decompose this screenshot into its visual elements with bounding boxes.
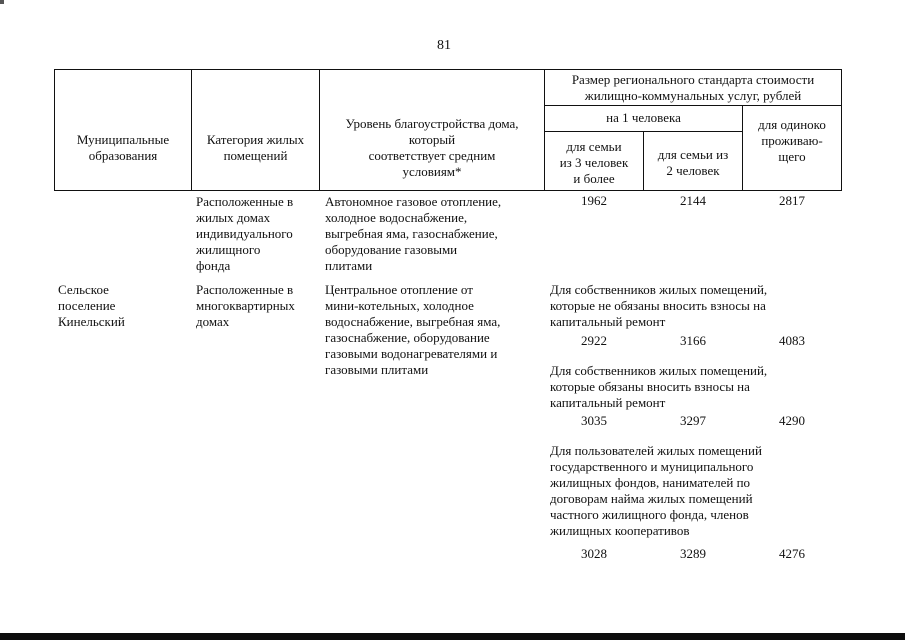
- row1-value-family-2: 2144: [680, 193, 706, 208]
- standard-header-divider: [544, 105, 842, 106]
- body-text-line: жилищного: [196, 242, 261, 257]
- header-per-person: на 1 человека: [606, 110, 681, 125]
- header-text-line: Категория жилых: [206, 132, 305, 147]
- body-text-line: газовыми водонагревателями и: [325, 346, 498, 361]
- header-text-line: соответствует средним: [368, 148, 496, 163]
- body-text-line: поселение: [58, 298, 116, 313]
- body-text-line: фонда: [196, 258, 231, 273]
- row2-level: [325, 282, 500, 378]
- body-text-line: капитальный ремонт: [550, 395, 666, 410]
- header-text-line: Муниципальные: [76, 132, 170, 147]
- group1-value-family-3: 2922: [581, 333, 607, 348]
- body-text-line: индивидуального: [196, 226, 293, 241]
- header-text-line: условиям*: [402, 164, 462, 179]
- body-text-line: Для собственников жилых помещений,: [550, 363, 768, 378]
- header-single: [743, 117, 841, 165]
- body-text-line: Для собственников жилых помещений,: [550, 282, 768, 297]
- header-text-line: для семьи: [566, 139, 622, 154]
- header-text-line: Размер регионального стандарта стоимости: [571, 72, 815, 87]
- body-text-line: государственного и муниципального: [550, 459, 754, 474]
- group2-value-single: 4290: [779, 413, 805, 428]
- scan-corner-mark: [0, 0, 4, 4]
- body-text-line: жилищных фондов, нанимателей по: [550, 475, 751, 490]
- body-text-line: жилых домах: [196, 210, 271, 225]
- header-text-line: и более: [573, 171, 615, 186]
- header-family-2: [644, 147, 742, 179]
- page-number: 81: [437, 38, 451, 53]
- table-top-border: [54, 69, 842, 70]
- header-text-line: для семьи из: [657, 147, 729, 162]
- body-text-line: газоснабжение, оборудование: [325, 330, 490, 345]
- header-text-line: помещений: [223, 148, 288, 163]
- group1-value-family-2: 3166: [680, 333, 706, 348]
- header-family-3: [545, 139, 643, 187]
- header-text-line: 2 человек: [666, 163, 720, 178]
- body-text-line: холодное водоснабжение,: [325, 210, 468, 225]
- group3-value-single: 4276: [779, 546, 805, 561]
- table-right-border: [841, 69, 842, 191]
- row2-category: [196, 282, 295, 330]
- group3-value-family-3: 3028: [581, 546, 607, 561]
- body-municipality: [58, 282, 125, 330]
- header-text-line: Уровень благоустройства дома,: [345, 116, 519, 131]
- group2-value-family-3: 3035: [581, 413, 607, 428]
- body-text-line: которые не обязаны вносить взносы на: [550, 298, 766, 313]
- header-category: [192, 132, 319, 164]
- body-text-line: частного жилищного фонда, членов: [550, 507, 749, 522]
- body-text-line: домах: [196, 314, 230, 329]
- group1-label: [550, 282, 767, 330]
- group3-value-family-2: 3289: [680, 546, 706, 561]
- header-level: [320, 116, 544, 180]
- group2-value-family-2: 3297: [680, 413, 706, 428]
- body-text-line: оборудование газовыми: [325, 242, 458, 257]
- body-text-line: газовыми плитами: [325, 362, 429, 377]
- header-text-line: для одиноко: [758, 117, 826, 132]
- body-text-line: Расположенные в: [196, 282, 294, 297]
- scan-bottom-border: [0, 633, 905, 640]
- header-text-line: который: [408, 132, 456, 147]
- column-divider-1: [191, 69, 192, 191]
- body-text-line: водоснабжение, выгребная яма,: [325, 314, 501, 329]
- body-text-line: плитами: [325, 258, 373, 273]
- group3-label: [550, 443, 762, 539]
- body-text-line: выгребная яма, газоснабжение,: [325, 226, 498, 241]
- body-text-line: мини-котельных, холодное: [325, 298, 474, 313]
- table-left-border: [54, 69, 55, 191]
- body-text-line: Центральное отопление от: [325, 282, 473, 297]
- body-text-line: которые обязаны вносить взносы на: [550, 379, 750, 394]
- header-text-line: проживаю-: [761, 133, 823, 148]
- body-text-line: Кинельский: [58, 314, 125, 329]
- body-text-line: Автономное газовое отопление,: [325, 194, 502, 209]
- body-text-line: Для пользователей жилых помещений: [550, 443, 762, 458]
- row1-category: [196, 194, 293, 274]
- body-text-line: Расположенные в: [196, 194, 294, 209]
- body-text-line: жилищных кооперативов: [550, 523, 690, 538]
- row1-value-family-3: 1962: [581, 193, 607, 208]
- header-text-line: образования: [88, 148, 158, 163]
- body-text-line: капитальный ремонт: [550, 314, 666, 329]
- header-text-line: из 3 человек: [559, 155, 629, 170]
- header-municipality: [55, 132, 191, 164]
- header-standard-title: [545, 72, 841, 104]
- body-text-line: Сельское: [58, 282, 109, 297]
- header-bottom-border: [54, 190, 842, 191]
- header-text-line: щего: [778, 149, 806, 164]
- body-text-line: многоквартирных: [196, 298, 295, 313]
- body-text-line: договорам найма жилых помещений: [550, 491, 753, 506]
- header-text-line: жилищно-коммунальных услуг, рублей: [584, 88, 802, 103]
- row1-value-single: 2817: [779, 193, 805, 208]
- group1-value-single: 4083: [779, 333, 805, 348]
- group2-label: [550, 363, 767, 411]
- row1-level: [325, 194, 501, 274]
